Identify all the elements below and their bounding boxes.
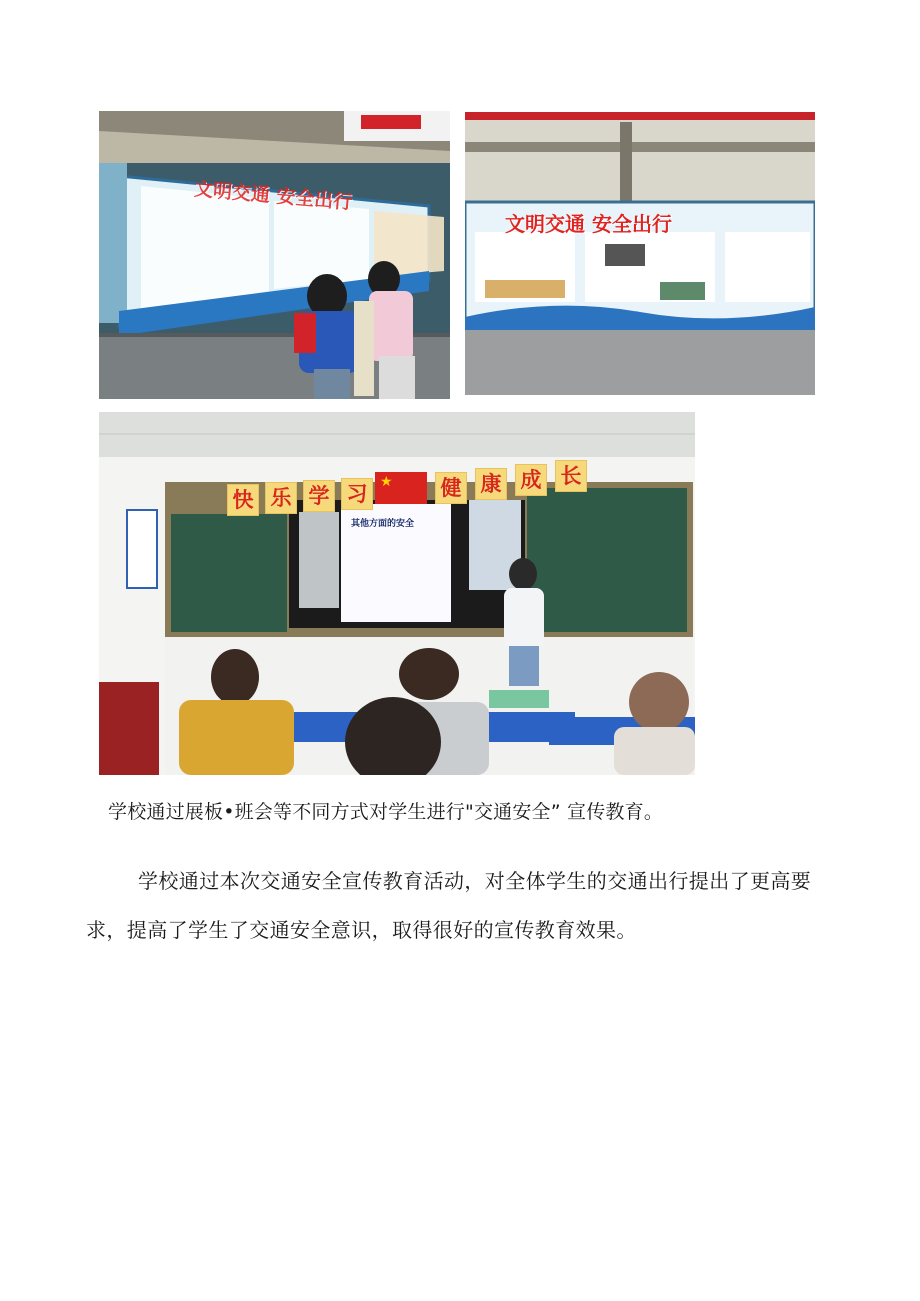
slogan-char-7: 成	[515, 464, 547, 496]
photo-display-board-closeup	[465, 112, 815, 395]
slogan-char-6: 康	[475, 468, 507, 500]
photo-hallway-display-board	[99, 111, 450, 399]
slogan-char-1: 快	[227, 484, 259, 516]
closeup-board-banner: 文明交通 安全出行	[505, 212, 672, 236]
board-closeup-scene	[465, 112, 815, 395]
hallway-scene	[99, 111, 450, 399]
slogan-char-8: 长	[555, 460, 587, 492]
classroom-scene	[99, 412, 695, 775]
slogan-char-4: 习	[341, 478, 373, 510]
slogan-char-3: 学	[303, 480, 335, 512]
slogan-char-5: 健	[435, 472, 467, 504]
hallway-board-banner: 文明交通 安全出行	[193, 178, 354, 214]
national-flag: ★	[375, 472, 427, 504]
photo-caption: 学校通过展板•班会等不同方式对学生进行"交通安全” 宣传教育。	[108, 801, 664, 823]
body-paragraph: 学校通过本次交通安全宣传教育活动，对全体学生的交通出行提出了更高要求，提高了学生了交通安全意识，取得很好的宣传教育效果。	[86, 869, 812, 942]
slogan-char-2: 乐	[265, 482, 297, 514]
screen-slide-title: 其他方面的安全	[351, 519, 415, 529]
photo-classroom-lesson	[99, 412, 695, 775]
